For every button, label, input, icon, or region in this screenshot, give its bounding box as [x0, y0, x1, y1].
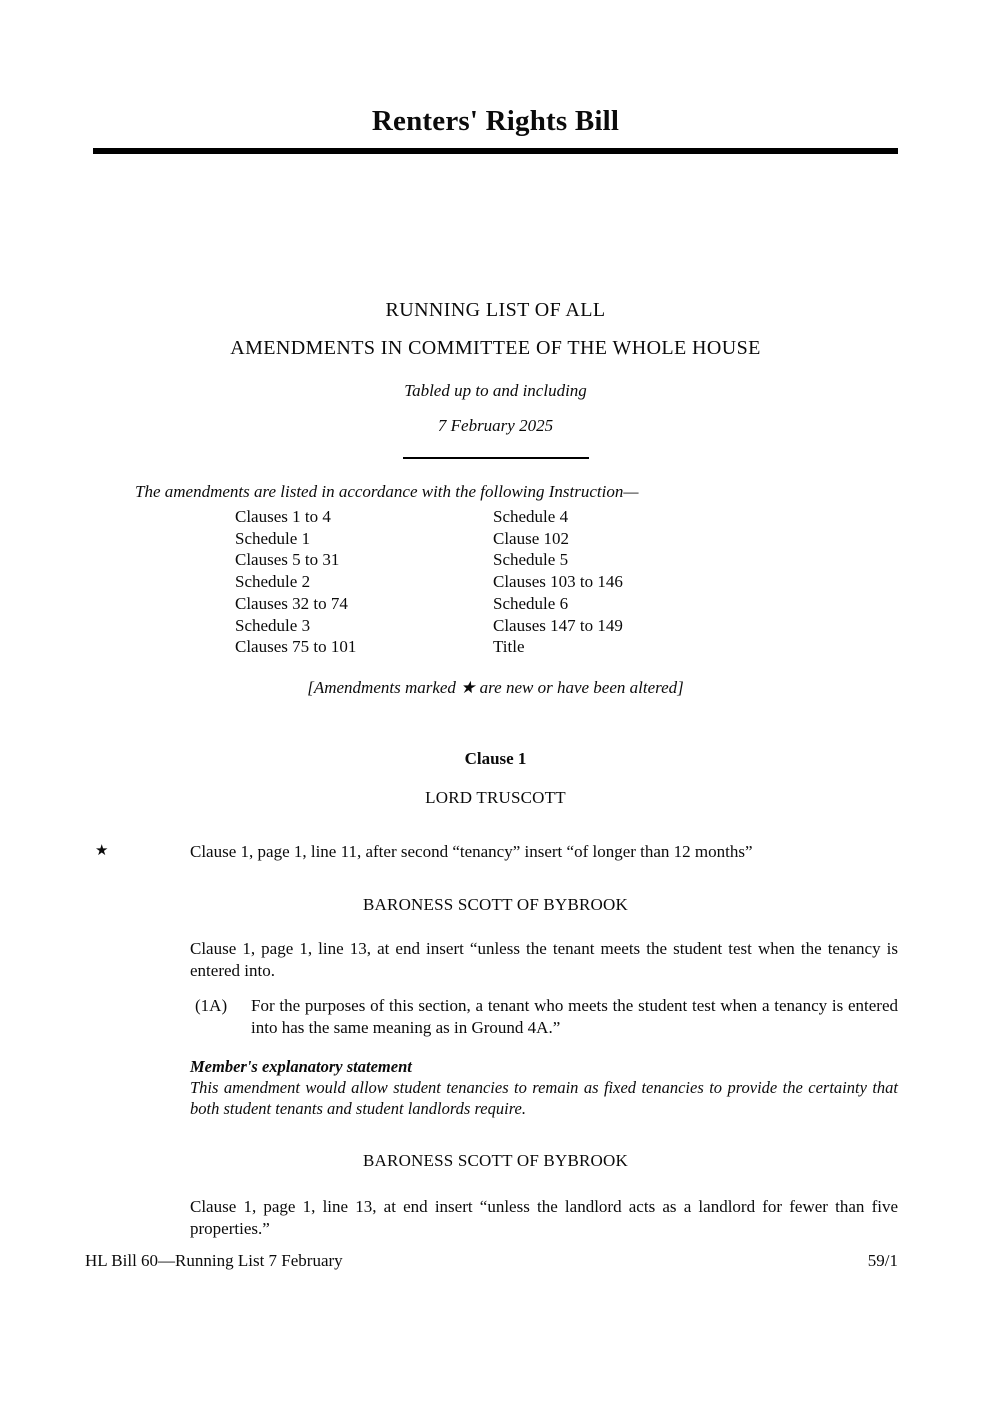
list-item: Schedule 5: [493, 550, 569, 570]
title-double-rule: [93, 148, 898, 154]
instruction-column-left: [235, 506, 493, 658]
page-footer: [85, 1250, 898, 1272]
explanatory-statement-heading: Member's explanatory statement: [190, 1056, 412, 1076]
amendments-heading: AMENDMENTS IN COMMITTEE OF THE WHOLE HOUSE: [230, 337, 761, 359]
list-item: Clauses 32 to 74: [235, 593, 348, 613]
clause-heading: Clause 1: [464, 748, 527, 768]
list-item: Title: [493, 637, 525, 657]
list-item: Clause 102: [493, 528, 570, 548]
amendment-text: Clause 1, page 1, line 11, after second “tenancy” insert “of longer than 12 months”: [190, 841, 753, 861]
list-item: Schedule 1: [235, 528, 311, 548]
subsection-text: For the purposes of this section, a tenant who meets the student test when a tenancy is entered into has the same meaning as in Ground 4A.”: [251, 995, 898, 1037]
footer-bill-reference: HL Bill 60—Running List 7 February: [85, 1251, 343, 1270]
tabled-note: Tabled up to and including: [404, 381, 587, 400]
tabled-date: 7 February 2025: [437, 416, 554, 435]
list-item: Schedule 2: [235, 572, 311, 592]
explanatory-statement: [190, 1056, 898, 1119]
list-item: Schedule 6: [493, 593, 569, 613]
member-name-baroness-scott-1: BARONESS SCOTT OF BYBROOK: [363, 894, 628, 914]
page-title: Renters' Rights Bill: [371, 105, 620, 137]
list-item: Clauses 5 to 31: [235, 550, 340, 570]
running-list-heading: RUNNING LIST OF ALL: [385, 299, 606, 321]
instruction-intro: The amendments are listed in accordance with the following Instruction—: [135, 482, 639, 501]
instruction-column-right: [493, 506, 623, 658]
list-item: Clauses 147 to 149: [493, 615, 623, 635]
list-item: Schedule 3: [235, 615, 311, 635]
amendment-text: Clause 1, page 1, line 13, at end insert “unless the tenant meets the student test when the tenancy is entered into.: [190, 938, 898, 980]
member-name-baroness-scott-2: BARONESS SCOTT OF BYBROOK: [363, 1150, 628, 1170]
list-item: Clauses 1 to 4: [235, 507, 331, 526]
amendment-2: [93, 938, 898, 1119]
footer-page-number: 59/1: [867, 1251, 898, 1270]
list-item: Clauses 103 to 146: [493, 572, 623, 592]
amendment-3: [93, 1196, 898, 1240]
star-legend-note: [Amendments marked ★ are new or have been altered]: [307, 677, 684, 697]
amendment-subsection: [195, 995, 898, 1039]
instruction-columns: [235, 506, 898, 658]
subsection-number: (1A): [195, 995, 228, 1015]
amendment-text: Clause 1, page 1, line 13, at end insert “unless the landlord acts as a landlord for fewer than five properties.”: [190, 1196, 898, 1238]
new-amendment-star-icon: ★: [95, 842, 109, 859]
member-name-lord-truscott: LORD TRUSCOTT: [425, 787, 566, 807]
list-item: Clauses 75 to 101: [235, 637, 357, 657]
section-divider-rule: [403, 457, 589, 459]
explanatory-statement-text: This amendment would allow student tenancies to remain as fixed tenancies to provide the certainty that both student tenants and student landlords require.: [190, 1077, 898, 1118]
list-item: Schedule 4: [493, 507, 569, 526]
amendment-1: [93, 841, 898, 863]
